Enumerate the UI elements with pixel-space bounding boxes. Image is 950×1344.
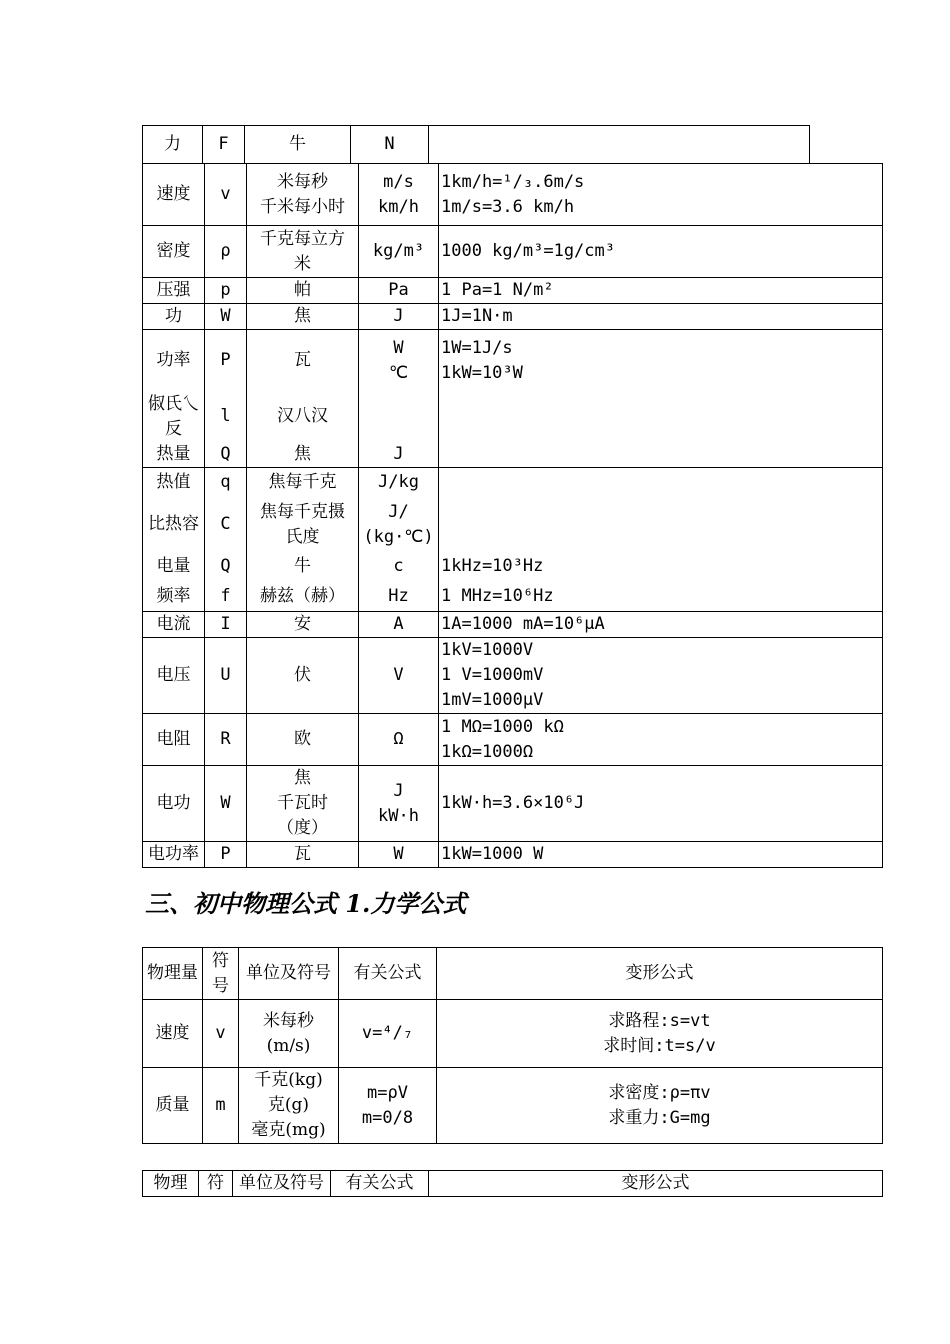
quantity-symbol: f (205, 582, 247, 612)
unit-name: 赫兹（赫） (247, 582, 359, 612)
quantity-symbol: U (205, 638, 247, 714)
unit-name: 汉八汉 (247, 392, 359, 442)
formula-header-row (143, 948, 883, 1000)
units-row (143, 638, 883, 714)
units-row (143, 442, 883, 468)
unit-symbol: c (359, 552, 439, 582)
unit-symbol: Hz (359, 582, 439, 612)
unit-conversion: 1J=1N·m (439, 304, 883, 330)
formula-row (143, 1000, 883, 1068)
units-table (142, 163, 883, 868)
unit-symbol: J (359, 304, 439, 330)
quantity-symbol: v (205, 164, 247, 226)
unit-name: 牛 (245, 126, 351, 164)
unit-symbol: J/kg (359, 468, 439, 498)
units-row (143, 304, 883, 330)
quantity-name: 压强 (143, 278, 205, 304)
units-row (143, 330, 883, 392)
unit-name: 瓦 (247, 842, 359, 868)
quantity-name: 电阻 (143, 714, 205, 766)
units-row (143, 582, 883, 612)
unit-symbol: Ω (359, 714, 439, 766)
unit-name: 焦 (247, 442, 359, 468)
quantity-name: 电功 (143, 766, 205, 842)
quantity-symbol: p (205, 278, 247, 304)
unit-name: 焦每千克 (247, 468, 359, 498)
unit-conversion (439, 392, 883, 442)
unit-conversion: 1 MΩ=1000 kΩ 1kΩ=1000Ω (439, 714, 883, 766)
unit-symbol: W ℃ (359, 330, 439, 392)
unit-symbol: kg/m³ (359, 226, 439, 278)
quantity-symbol: R (205, 714, 247, 766)
unit-name: 焦每千克摄 氏度 (247, 498, 359, 552)
unit-name: 焦 (247, 304, 359, 330)
units-row (143, 714, 883, 766)
formula-2-header-row (143, 1171, 883, 1197)
unit-name: 帕 (247, 278, 359, 304)
unit-conversion: 1W=1J/s 1kW=10³W (439, 330, 883, 392)
unit-name: 欧 (247, 714, 359, 766)
units-row (143, 552, 883, 582)
unit-conversion: 1kV=1000V 1 V=1000mV 1mV=1000μV (439, 638, 883, 714)
unit-name: 米每秒 千米每小时 (247, 164, 359, 226)
quantity-name: 质量 (143, 1068, 203, 1144)
unit-symbol: A (359, 612, 439, 638)
formula: m=ρV m=0/8 (339, 1068, 437, 1144)
units-row (143, 612, 883, 638)
quantity-symbol: v (203, 1000, 239, 1068)
header-quantity: 物理量 (143, 948, 203, 1000)
quantity-name: 电流 (143, 612, 205, 638)
force-row-table (142, 125, 810, 164)
quantity-name: 功 (143, 304, 205, 330)
units-row (143, 766, 883, 842)
derived-formula: 求密度:ρ=πv 求重力:G=mg (437, 1068, 883, 1144)
unit-symbol: Pa (359, 278, 439, 304)
unit-name: 千克每立方 米 (247, 226, 359, 278)
quantity-name: 热值 (143, 468, 205, 498)
unit-name: 焦 千瓦时 （度） (247, 766, 359, 842)
unit-symbol: W (359, 842, 439, 868)
quantity-name: 热量 (143, 442, 205, 468)
units-row (143, 164, 883, 226)
unit-name: 安 (247, 612, 359, 638)
header-unit: 单位及符号 (239, 948, 339, 1000)
formula-table-2 (142, 1170, 883, 1197)
section-heading: 三、初中物理公式 1.力学公式 (145, 889, 467, 918)
quantity-name: 电功率 (143, 842, 205, 868)
header-quantity: 物理 (143, 1171, 199, 1197)
derived-formula: 求路程:s=vt 求时间:t=s/v (437, 1000, 883, 1068)
header-unit: 单位及符号 (233, 1171, 331, 1197)
unit-conversion (439, 442, 883, 468)
header-symbol: 符 号 (203, 948, 239, 1000)
quantity-name: 电压 (143, 638, 205, 714)
unit-conversion: 1000 kg/m³=1g/cm³ (439, 226, 883, 278)
quantity-symbol: P (205, 842, 247, 868)
units-row (143, 392, 883, 442)
unit-name: 米每秒 (m/s) (239, 1000, 339, 1068)
unit-conversion: 1 Pa=1 N/m² (439, 278, 883, 304)
unit-conversion (439, 468, 883, 498)
unit-symbol: J/ (kg·℃) (359, 498, 439, 552)
quantity-symbol: q (205, 468, 247, 498)
quantity-symbol: ρ (205, 226, 247, 278)
formula-table (142, 947, 883, 1144)
header-derived: 变形公式 (437, 948, 883, 1000)
header-formula: 有关公式 (331, 1171, 429, 1197)
unit-conversion (429, 126, 810, 164)
unit-name: 千克(kg) 克(g) 毫克(mg) (239, 1068, 339, 1144)
unit-conversion (439, 498, 883, 552)
formula-row (143, 1068, 883, 1144)
quantity-symbol: P (205, 330, 247, 392)
units-row (143, 498, 883, 552)
quantity-name: 力 (143, 126, 203, 164)
unit-symbol: m/s km/h (359, 164, 439, 226)
quantity-name: 俶氏乀 反 (143, 392, 205, 442)
quantity-symbol: I (205, 612, 247, 638)
unit-conversion: 1kW·h=3.6×10⁶J (439, 766, 883, 842)
units-row (143, 226, 883, 278)
unit-conversion: 1kHz=10³Hz (439, 552, 883, 582)
quantity-name: 密度 (143, 226, 205, 278)
unit-conversion: 1km/h=¹/₃.6m/s 1m/s=3.6 km/h (439, 164, 883, 226)
unit-conversion: 1A=1000 mA=10⁶μA (439, 612, 883, 638)
quantity-symbol: F (203, 126, 245, 164)
quantity-name: 速度 (143, 1000, 203, 1068)
quantity-name: 频率 (143, 582, 205, 612)
quantity-symbol: m (203, 1068, 239, 1144)
unit-symbol: N (351, 126, 429, 164)
quantity-symbol: Q (205, 442, 247, 468)
header-symbol: 符 (199, 1171, 233, 1197)
unit-name: 瓦 (247, 330, 359, 392)
unit-conversion: 1 MHz=10⁶Hz (439, 582, 883, 612)
quantity-name: 速度 (143, 164, 205, 226)
units-row (143, 468, 883, 498)
quantity-symbol: W (205, 766, 247, 842)
unit-symbol: J (359, 442, 439, 468)
quantity-name: 比热容 (143, 498, 205, 552)
formula: v=⁴/₇ (339, 1000, 437, 1068)
unit-symbol (359, 392, 439, 442)
quantity-symbol: l (205, 392, 247, 442)
header-derived: 变形公式 (429, 1171, 883, 1197)
quantity-name: 功率 (143, 330, 205, 392)
units-row (143, 842, 883, 868)
unit-name: 牛 (247, 552, 359, 582)
unit-symbol: J kW·h (359, 766, 439, 842)
quantity-symbol: W (205, 304, 247, 330)
quantity-symbol: C (205, 498, 247, 552)
units-row (143, 278, 883, 304)
header-formula: 有关公式 (339, 948, 437, 1000)
unit-conversion: 1kW=1000 W (439, 842, 883, 868)
quantity-symbol: Q (205, 552, 247, 582)
unit-name: 伏 (247, 638, 359, 714)
quantity-name: 电量 (143, 552, 205, 582)
unit-symbol: V (359, 638, 439, 714)
